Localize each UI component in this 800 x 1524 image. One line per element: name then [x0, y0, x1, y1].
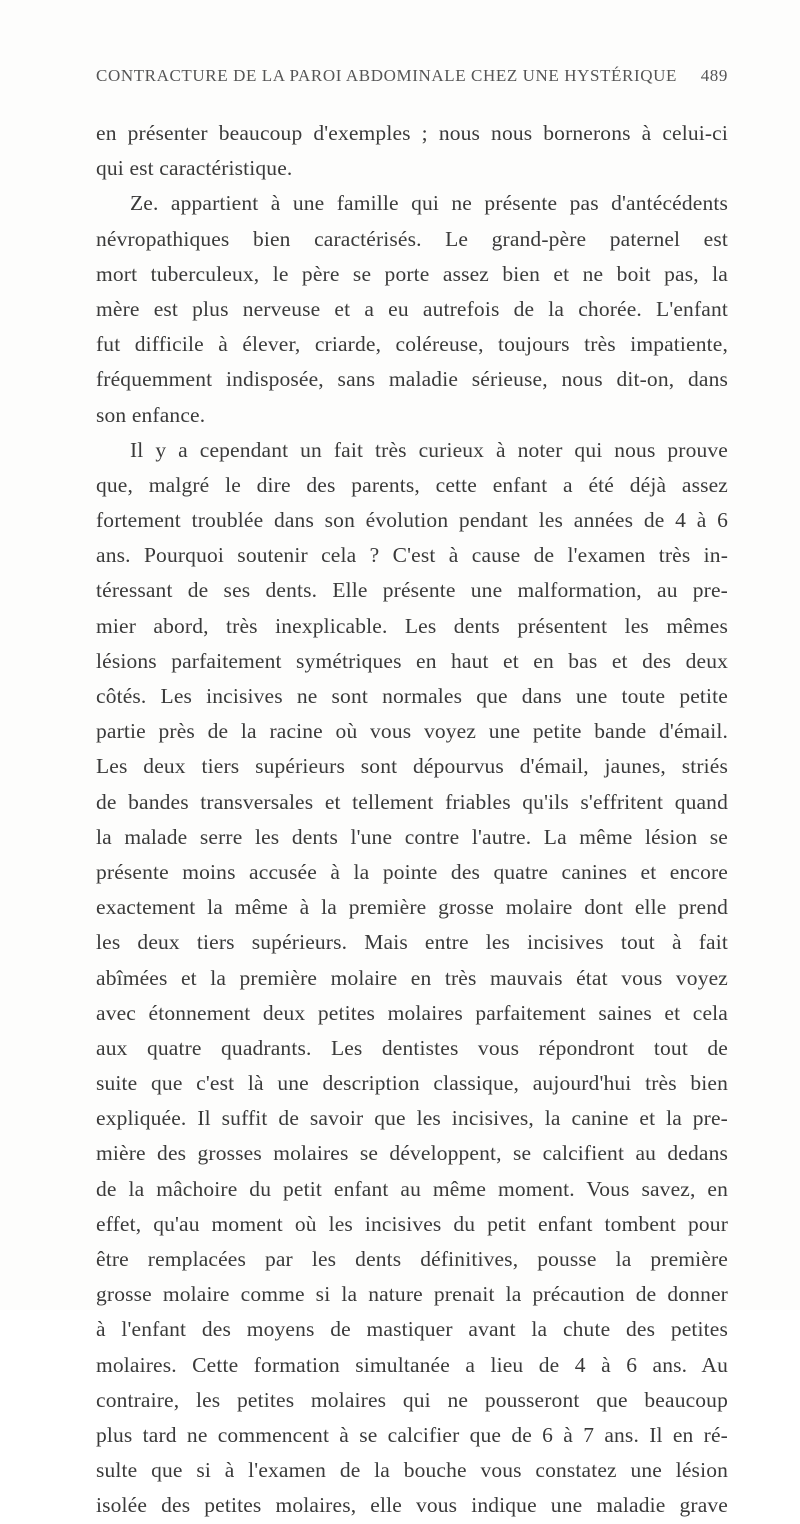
text-line: que, malgré le dire des parents, cette enfant a été déjà assez	[96, 472, 728, 497]
text-line: son enfance.	[96, 402, 206, 427]
running-title: CONTRACTURE DE LA PAROI ABDOMINALE CHEZ UNE HYSTÉRIQUE	[96, 66, 677, 85]
text-line: suite que c'est là une description classique, aujourd'hui très bien	[96, 1071, 728, 1096]
text-line: mère est plus nerveuse et a eu autrefois de la chorée. L'enfant	[96, 296, 728, 321]
text-line: exactement la même à la première grosse molaire dont elle prend	[96, 895, 728, 920]
text-line: contraire, les petites molaires qui ne pousseront que beaucoup	[96, 1387, 728, 1412]
text-line: mort tuberculeux, le père se porte assez bien et ne boit pas, la	[96, 261, 728, 286]
body-text	[96, 116, 728, 1524]
text-line: mier abord, très inexplicable. Les dents présentent les mêmes	[96, 613, 728, 638]
page-number: 489	[700, 66, 728, 85]
text-line: grosse molaire comme si la nature prenait la précaution de donner	[96, 1282, 728, 1307]
text-line: de bandes transversales et tellement friables qu'ils s'effritent quand	[96, 789, 728, 814]
text-line: Les deux tiers supérieurs sont dépourvus d'émail, jaunes, striés	[96, 754, 728, 779]
text-line: mière des grosses molaires se développent, se calcifient au dedans	[96, 1141, 728, 1166]
text-line: effet, qu'au moment où les incisives du petit enfant tombent pour	[96, 1211, 728, 1236]
text-line: sulte que si à l'examen de la bouche vous constatez une lésion	[96, 1458, 728, 1483]
text-line: fréquemment indisposée, sans maladie sérieuse, nous dit-on, dans	[96, 367, 728, 392]
text-line: être remplacées par les dents définitives, pousse la première	[96, 1247, 728, 1271]
text-line: partie près de la racine où vous voyez une petite bande d'émail.	[96, 719, 728, 744]
text-line: ans. Pourquoi soutenir cela ? C'est à cause de l'examen très in-	[96, 543, 728, 568]
text-line: plus tard ne commencent à se calcifier que de 6 à 7 ans. Il en ré-	[96, 1422, 728, 1447]
text-line: téressant de ses dents. Elle présente une malformation, au pre-	[96, 578, 728, 603]
text-line: qui est caractéristique.	[96, 156, 293, 181]
text-line: fut difficile à élever, criarde, coléreuse, toujours très impatiente,	[96, 332, 728, 357]
text-line: côtés. Les incisives ne sont normales que dans une toute petite	[96, 684, 728, 708]
text-line: Il y a cependant un fait très curieux à noter qui nous prouve	[130, 437, 728, 462]
text-line: isolée des petites molaires, elle vous indique une maladie grave	[96, 1493, 728, 1518]
text-line: névropathiques bien caractérisés. Le grand-père paternel est	[96, 226, 728, 251]
text-line: de la mâchoire du petit enfant au même moment. Vous savez, en	[96, 1176, 728, 1201]
text-line: aux quatre quadrants. Les dentistes vous répondront tout de	[96, 1035, 728, 1060]
text-line: en présenter beaucoup d'exemples ; nous nous bornerons à celui-ci	[96, 121, 728, 145]
text-line: à l'enfant des moyens de mastiquer avant la chute des petites	[96, 1317, 728, 1342]
text-line: abîmées et la première molaire en très mauvais état vous voyez	[96, 965, 728, 990]
text-line: molaires. Cette formation simultanée a lieu de 4 à 6 ans. Au	[96, 1352, 728, 1377]
text-line: la malade serre les dents l'une contre l'autre. La même lésion se	[96, 824, 728, 849]
text-line: avec étonnement deux petites molaires parfaitement saines et cela	[96, 1000, 728, 1025]
text-line: les deux tiers supérieurs. Mais entre les incisives tout à fait	[96, 930, 728, 955]
text-line: fortement troublée dans son évolution pendant les années de 4 à 6	[96, 508, 728, 533]
text-line: présente moins accusée à la pointe des quatre canines et encore	[96, 859, 728, 884]
text-line: expliquée. Il suffit de savoir que les incisives, la canine et la pre-	[96, 1106, 728, 1131]
text-line: lésions parfaitement symétriques en haut et en bas et des deux	[96, 648, 728, 673]
text-line: Ze. appartient à une famille qui ne présente pas d'antécédents	[130, 191, 728, 216]
